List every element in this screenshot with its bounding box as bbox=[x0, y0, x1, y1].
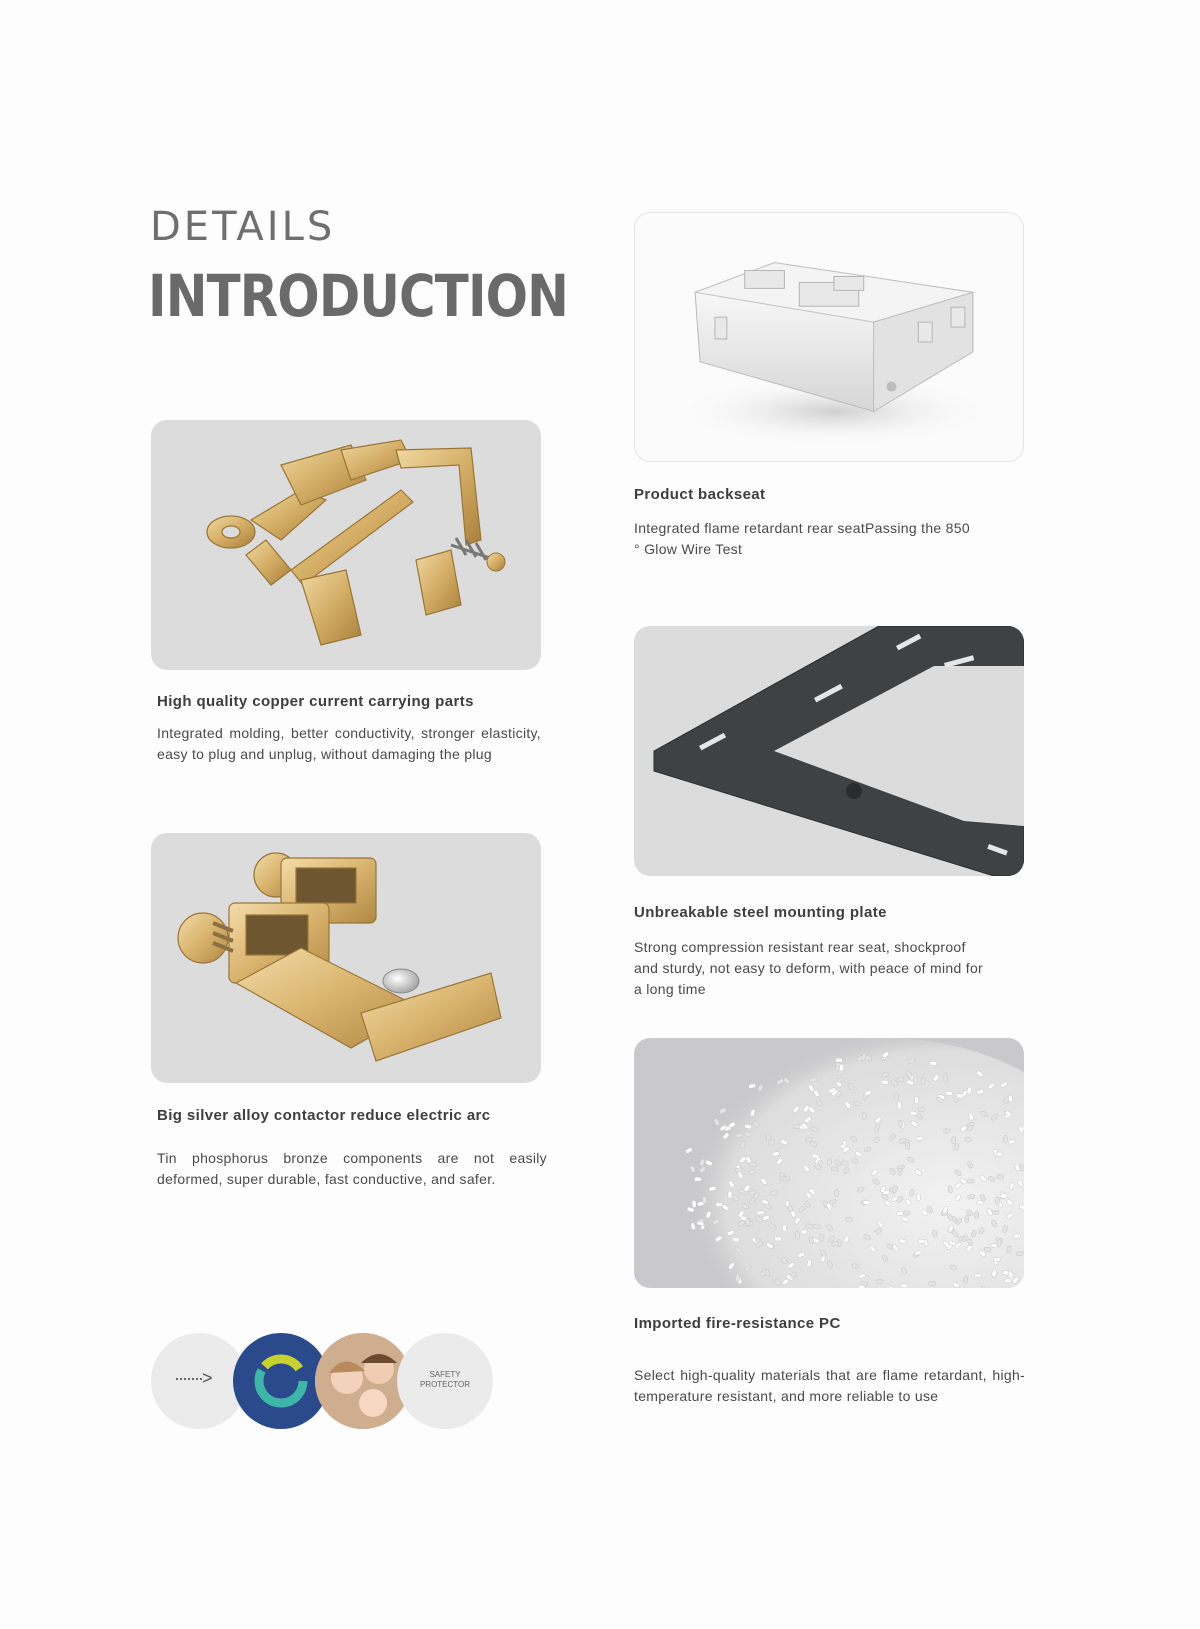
pc-pellets-image bbox=[634, 1038, 1024, 1288]
safety-protector-label: SAFETY PROTECTOR bbox=[419, 1370, 471, 1389]
item-desc-silver: Tin phosphorus bronze components are not easily deformed, super durable, fast conductive, and safer. bbox=[157, 1150, 547, 1187]
mounting-plate-image bbox=[634, 626, 1024, 876]
item-title-plate: Unbreakable steel mounting plate bbox=[634, 904, 887, 921]
item-desc-plate: Strong compression resistant rear seat, shockproof and sturdy, not easy to deform, with peace of mind for a long time bbox=[634, 939, 984, 997]
details-subheading: DETAILS bbox=[150, 204, 336, 250]
dotted-arrow-icon: ·······> bbox=[174, 1368, 211, 1388]
silver-contactor-image bbox=[151, 833, 541, 1083]
item-desc-backseat: Integrated flame retardant rear seatPassing the 850 ° Glow Wire Test bbox=[634, 520, 970, 557]
item-title-pc: Imported fire-resistance PC bbox=[634, 1315, 841, 1332]
item-desc-copper: Integrated molding, better conductivity, stronger elasticity, easy to plug and unplug, without damaging the plug bbox=[157, 725, 541, 762]
copper-parts-image bbox=[151, 420, 541, 670]
item-title-silver: Big silver alloy contactor reduce electric arc bbox=[157, 1107, 491, 1124]
page-title: INTRODUCTION bbox=[148, 262, 569, 330]
item-title-backseat: Product backseat bbox=[634, 486, 766, 503]
backseat-image bbox=[634, 212, 1024, 462]
item-desc-pc: Select high-quality materials that are flame retardant, high-temperature resistant, and more reliable to use bbox=[634, 1367, 1025, 1404]
item-title-copper: High quality copper current carrying parts bbox=[157, 693, 474, 710]
